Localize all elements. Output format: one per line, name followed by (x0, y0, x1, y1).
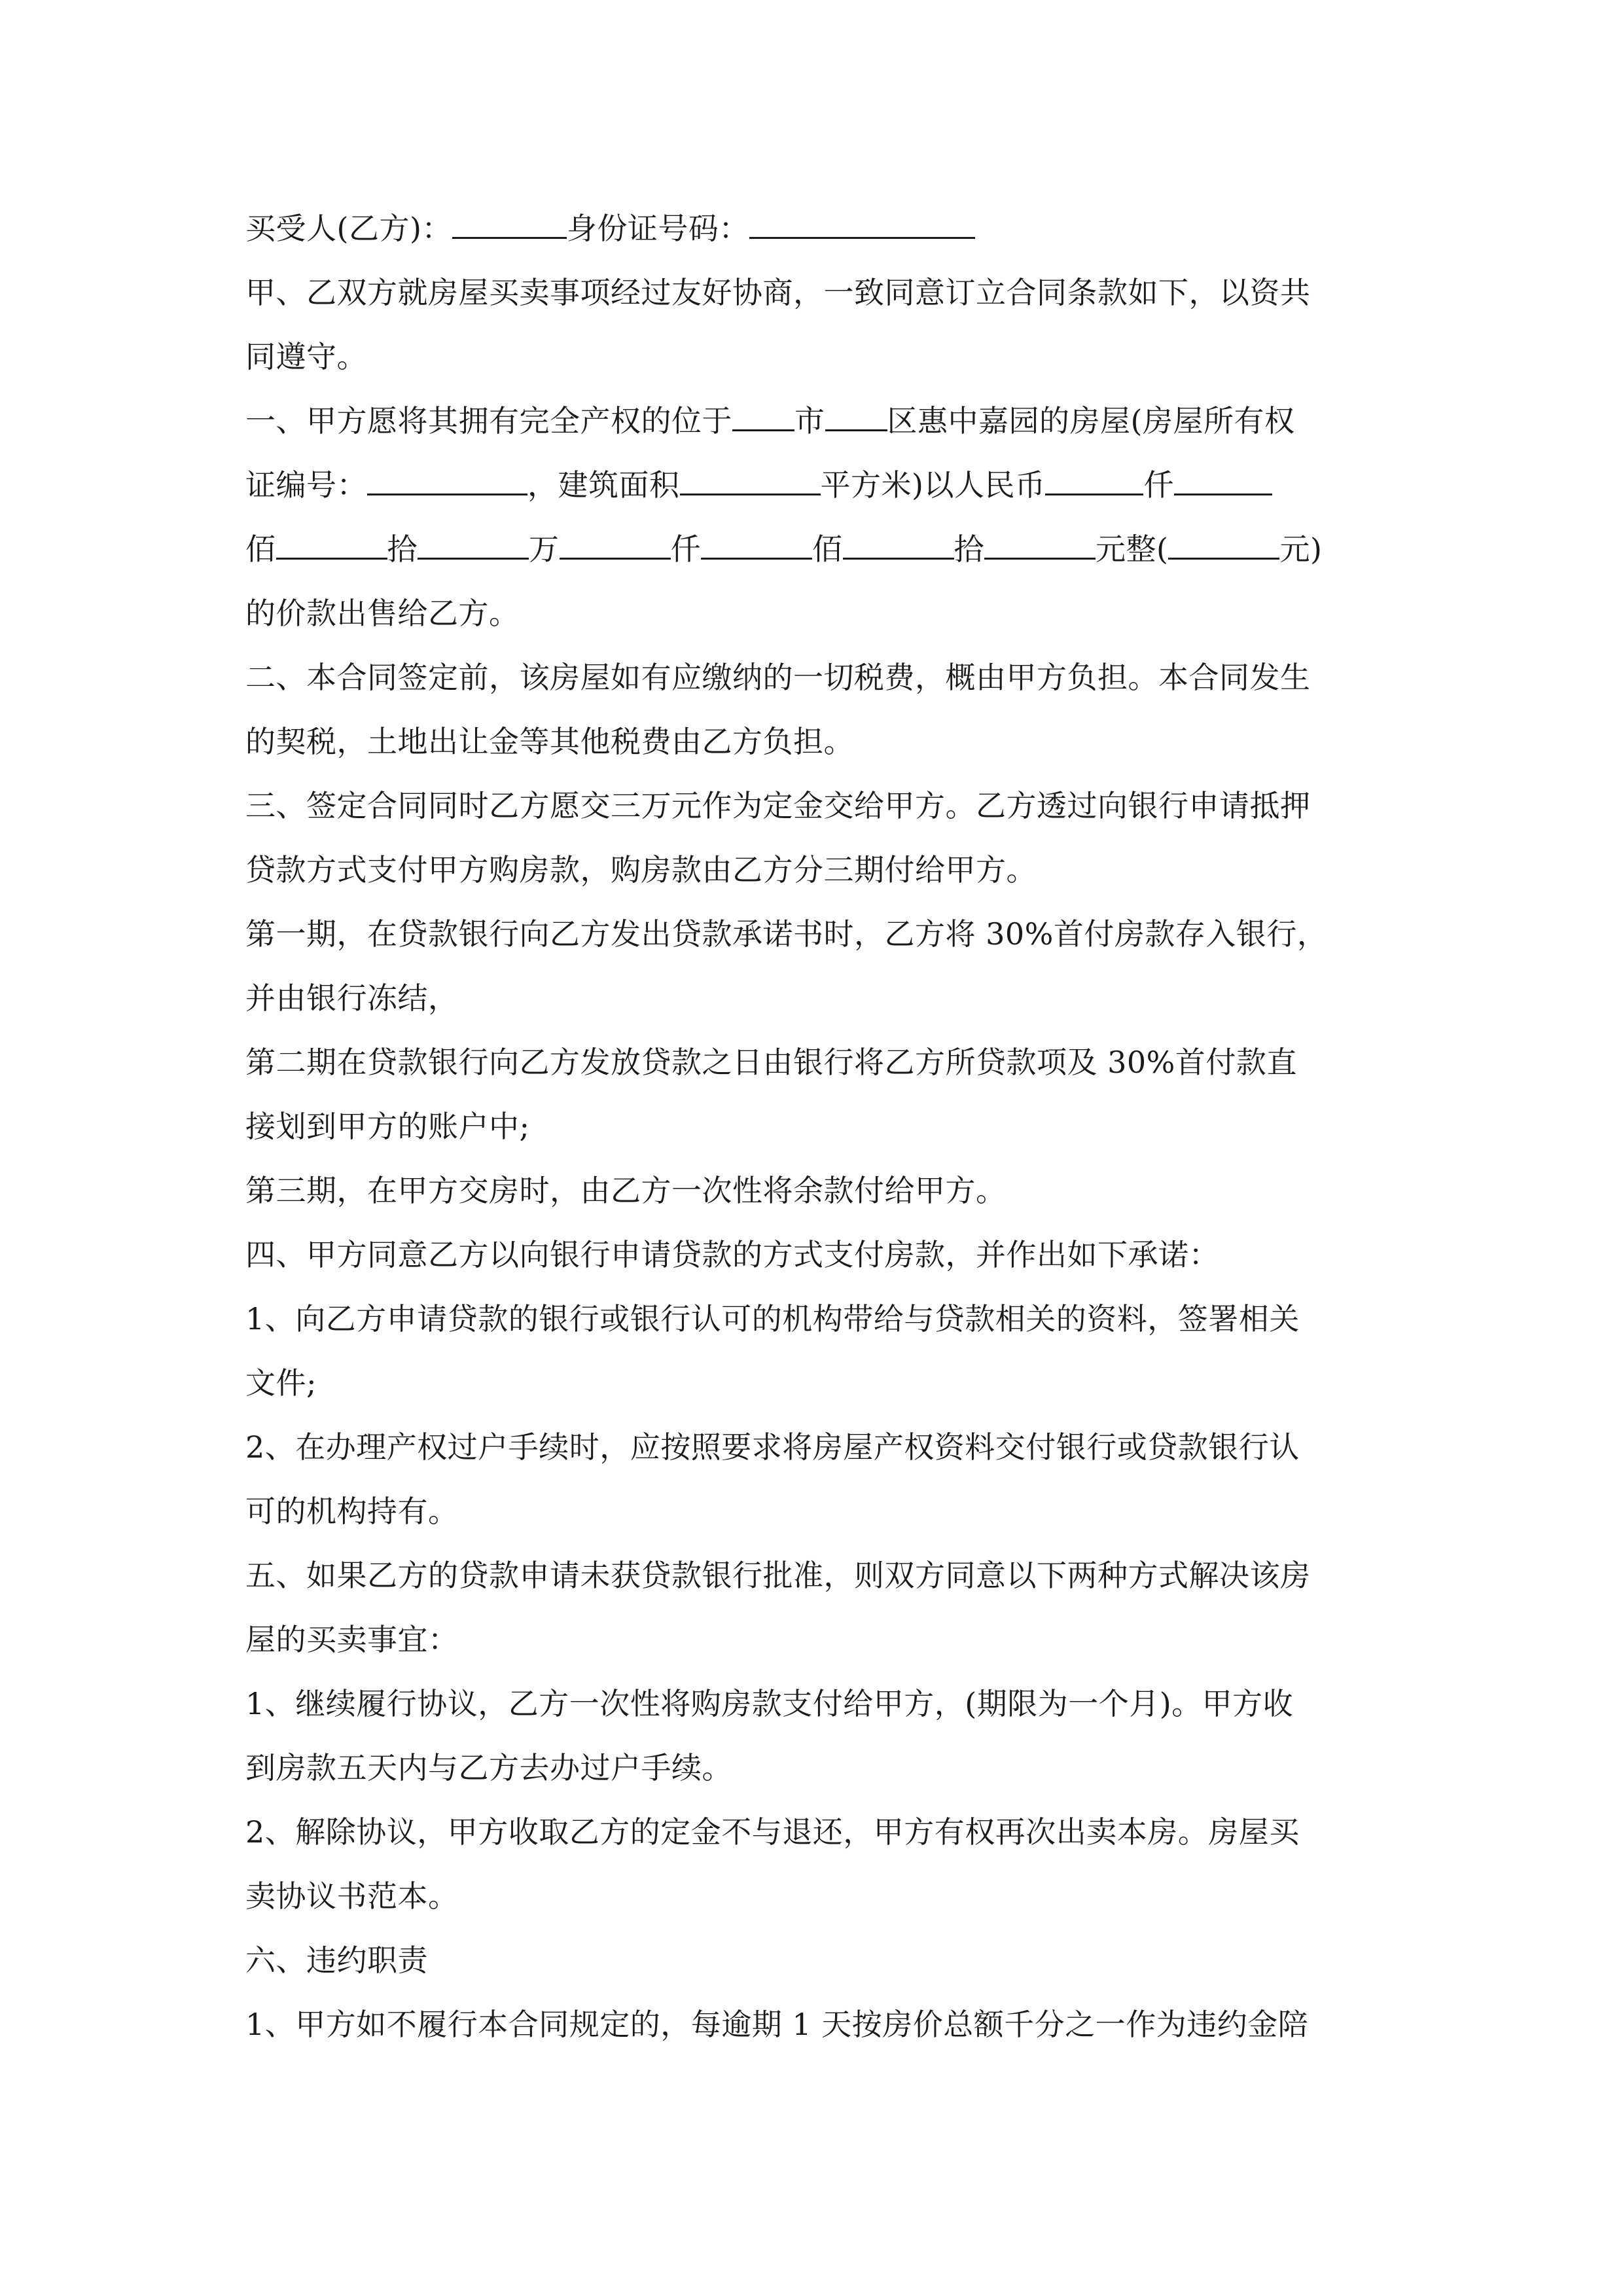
price-blank[interactable] (560, 529, 671, 560)
amount-blank-thousands[interactable] (1045, 465, 1143, 495)
paragraph-line: 第三期，在甲方交房时，由乙方一次性将余款付给甲方。 (245, 1173, 1007, 1208)
price-blank[interactable] (418, 529, 529, 560)
certificate-area-line (245, 453, 1384, 517)
paragraph-line: 的契税，土地出让金等其他税费由乙方负担。 (245, 724, 854, 759)
section-heading: 六、违约职责 (245, 1943, 428, 1978)
paragraph-line: 同遵守。 (245, 339, 367, 374)
price-unit: 仟 (670, 531, 701, 567)
price-unit: 万 (529, 531, 560, 567)
paragraph-line: 1、甲方如不履行本合同规定的，每逾期 1 天按房价总额千分之一作为违约金陪 (245, 2007, 1309, 2042)
buyer-name-blank[interactable] (452, 208, 567, 239)
price-unit: 拾 (954, 531, 984, 567)
contract-body (245, 196, 1384, 2056)
price-line (245, 517, 1384, 581)
clause-1-line (245, 389, 1384, 453)
clause-text: 证编号： (245, 467, 367, 503)
clause-text: 仟 (1143, 467, 1174, 503)
price-unit: 元整( (1096, 531, 1169, 567)
clause-text: 市 (794, 403, 825, 439)
paragraph-line: 文件; (245, 1365, 317, 1401)
district-blank[interactable] (825, 401, 887, 431)
id-number-blank[interactable] (749, 208, 975, 239)
paragraph-line: 1、继续履行协议，乙方一次性将购房款支付给甲方，(期限为一个月)。甲方收 (245, 1686, 1294, 1721)
price-unit: 佰 (812, 531, 843, 567)
price-unit: 元) (1279, 531, 1323, 567)
buyer-label: 买受人(乙方)： (245, 211, 452, 246)
paragraph-line: 二、本合同签定前，该房屋如有应缴纳的一切税费，概由甲方负担。本合同发生 (245, 660, 1311, 695)
clause-text: 平方米)以人民币 (820, 467, 1046, 503)
paragraph-line: 三、签定合同同时乙方愿交三万元作为定金交给甲方。乙方透过向银行申请抵押 (245, 788, 1311, 823)
paragraph-line: 屋的买卖事宜： (245, 1622, 459, 1657)
paragraph-line: 2、解除协议，甲方收取乙方的定金不与退还，甲方有权再次出卖本房。房屋买 (245, 1814, 1300, 1850)
price-unit: 佰 (245, 531, 276, 567)
paragraph-line: 的价款出售给乙方。 (245, 596, 520, 631)
price-unit: 拾 (387, 531, 418, 567)
paragraph-line: 贷款方式支付甲方购房款，购房款由乙方分三期付给甲方。 (245, 852, 1037, 888)
price-blank[interactable] (701, 529, 812, 560)
paragraph-line: 五、如果乙方的贷款申请未获贷款银行批准，则双方同意以下两种方式解决该房 (245, 1558, 1311, 1593)
paragraph-line: 第二期在贷款银行向乙方发放贷款之日由银行将乙方所贷款项及 30%首付款直 (245, 1045, 1297, 1080)
buyer-line (245, 196, 1384, 260)
paragraph-line: 2、在办理产权过户手续时，应按照要求将房屋产权资料交付银行或贷款银行认 (245, 1429, 1300, 1465)
paragraph-line: 四、甲方同意乙方以向银行申请贷款的方式支付房款，并作出如下承诺： (245, 1237, 1219, 1272)
price-blank[interactable] (276, 529, 387, 560)
amount-blank-hundreds[interactable] (1174, 465, 1272, 495)
clause-text: ，建筑面积 (527, 467, 680, 503)
paragraph-line: 可的机构持有。 (245, 1494, 459, 1529)
certificate-number-blank[interactable] (367, 465, 527, 495)
price-numeric-blank[interactable] (1168, 529, 1279, 560)
clause-text: 区惠中嘉园的房屋(房屋所有权 (887, 403, 1295, 439)
area-blank[interactable] (680, 465, 821, 495)
paragraph-line: 第一期，在贷款银行向乙方发出贷款承诺书时，乙方将 30%首付房款存入银行， (245, 916, 1328, 952)
paragraph-line: 1、向乙方申请贷款的银行或银行认可的机构带给与贷款相关的资料，签署相关 (245, 1301, 1300, 1336)
price-blank[interactable] (984, 529, 1096, 560)
paragraph-line: 到房款五天内与乙方去办过户手续。 (245, 1750, 732, 1785)
paragraph-line: 卖协议书范本。 (245, 1878, 459, 1914)
paragraph-line: 甲、乙双方就房屋买卖事项经过友好协商，一致同意订立合同条款如下，以资共 (245, 275, 1311, 310)
paragraph-line: 并由银行冻结， (245, 980, 459, 1016)
id-number-label: 身份证号码： (566, 211, 749, 246)
clause-text: 一、甲方愿将其拥有完全产权的位于 (245, 403, 732, 439)
paragraph-line: 接划到甲方的账户中; (245, 1109, 530, 1144)
price-blank[interactable] (843, 529, 954, 560)
city-blank[interactable] (732, 401, 794, 431)
